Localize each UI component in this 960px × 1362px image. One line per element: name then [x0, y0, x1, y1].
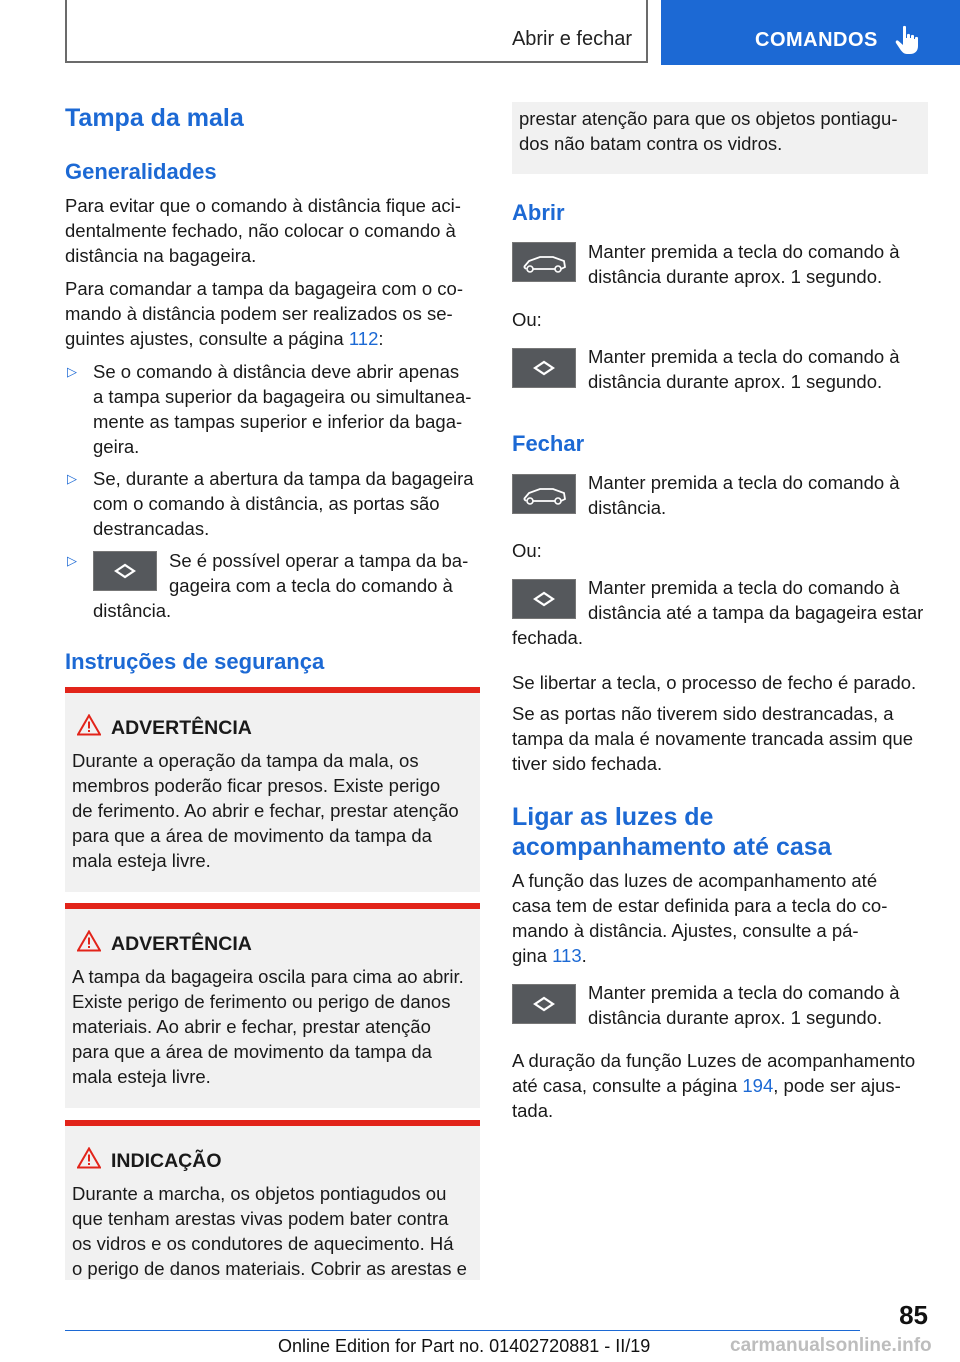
footer-watermark: carmanualsonline.info — [730, 1335, 932, 1356]
close-heading: Fechar — [512, 431, 585, 456]
diamond-key-icon — [512, 579, 576, 619]
bullet-marker: ▷ — [67, 471, 77, 486]
hand-pointer-icon — [895, 25, 921, 55]
page-number: 85 — [899, 1300, 928, 1330]
footer-edition: Online Edition for Part no. 01402720881 - II/19 — [278, 1336, 651, 1356]
warning-triangle-icon — [77, 1147, 101, 1169]
footer-divider — [65, 1330, 860, 1331]
warning-triangle-icon — [77, 930, 101, 952]
header-section-title: Abrir e fechar — [511, 28, 632, 50]
header-chapter-tab — [661, 0, 960, 65]
page-link-194[interactable]: 194 — [742, 1075, 774, 1096]
page-link-113[interactable]: 113 — [552, 945, 582, 966]
close-instruction-2: Manter premida a tecla do comando à distância até a tampa da bagageira estar — [588, 577, 924, 623]
note-box — [65, 1120, 480, 1280]
note-title: INDICAÇÃO — [111, 1150, 222, 1172]
warning-title: ADVERTÊNCIA — [111, 933, 252, 955]
car-trunk-key-icon — [512, 474, 576, 514]
diamond-key-icon — [512, 984, 576, 1024]
general-heading: Generalidades — [65, 159, 217, 184]
page-link-112[interactable]: 112 — [348, 328, 379, 349]
lights-press-instruction: Manter premida a tecla do comando à distância durante aprox. 1 segundo. — [588, 982, 900, 1028]
release-text: Se libertar a tecla, o processo de fecho é parado. — [512, 672, 917, 693]
close-instruction-2-tail: fechada. — [512, 627, 583, 648]
or-label: Ou: — [512, 309, 542, 330]
or-label: Ou: — [512, 540, 542, 561]
relock-text: Se as portas não tiverem sido destrancadas, a tampa da mala é novamente trancada assim que tiver sido fechada. — [512, 703, 914, 774]
note-continuation-box: prestar atenção para que os objetos pontiagu- dos não batam contra os vidros. — [512, 102, 928, 174]
warning-triangle-icon — [77, 714, 101, 736]
intro-paragraph-1: Para evitar que o comando à distância fique aci- dentalmente fechado, não colocar o comando à distância na bagageira. — [65, 195, 461, 266]
warning-box-2 — [65, 903, 480, 1108]
close-instruction-1: Manter premida a tecla do comando à distância. — [588, 472, 900, 518]
header-frame — [65, 0, 648, 63]
warning-body: A tampa da bagageira oscila para cima ao abrir. Existe perigo de ferimento ou perigo de danos materiais. Ao abrir e fechar, prestar atenção para que a área de movimento da tampa da mala esteja livre. — [72, 966, 464, 1087]
duration-text: A duração da função Luzes de acompanhamento até casa, consulte a página 194, pode ser ajus- tada. — [512, 1050, 916, 1121]
bullet-item-1: Se o comando à distância deve abrir apenas a tampa superior da bagageira ou simultanea- mente as tampas superior e inferior da baga- geira. — [93, 361, 472, 457]
safety-heading: Instruções de segurança — [65, 649, 325, 674]
bullet-item-2: Se, durante a abertura da tampa da bagageira com o comando à distância, as portas são destrancadas. — [93, 468, 474, 539]
open-instruction-2: Manter premida a tecla do comando à distância durante aprox. 1 segundo. — [588, 346, 900, 392]
header-chapter-label: COMANDOS — [755, 29, 878, 51]
diamond-key-icon — [93, 551, 157, 591]
warning-body: Durante a operação da tampa da mala, os membros poderão ficar presos. Existe perigo de ferimento. Ao abrir e fechar, prestar atenção para que a área de movimento da tampa da mala esteja livre. — [72, 750, 459, 871]
bullet-marker: ▷ — [67, 364, 77, 379]
page-title: Tampa da mala — [65, 104, 244, 132]
bullet-marker: ▷ — [67, 553, 77, 568]
car-trunk-key-icon — [512, 242, 576, 282]
lights-heading: Ligar as luzes de acompanhamento até casa — [512, 803, 832, 861]
lights-text: A função das luzes de acompanhamento até casa tem de estar definida para a tecla do co- mando à distância. Ajustes, consulte a pá- gina 113. — [512, 870, 888, 966]
open-heading: Abrir — [512, 200, 565, 225]
bullet-item-3-text: Se é possível operar a tampa da ba- gageira com a tecla do comando à — [169, 550, 469, 596]
bullet-item-3-tail: distância. — [93, 600, 172, 621]
diamond-key-icon — [512, 348, 576, 388]
note-body: Durante a marcha, os objetos pontiagudos ou que tenham arestas vivas podem bater contra os vidros e os condutores de aquecimento. Há o perigo de danos materiais. Cobrir as arestas e — [72, 1183, 467, 1279]
warning-title: ADVERTÊNCIA — [111, 717, 252, 739]
open-instruction-1: Manter premida a tecla do comando à distância durante aprox. 1 segundo. — [588, 241, 900, 287]
intro-paragraph-2: Para comandar a tampa da bagageira com o co- mando à distância podem ser realizados os se- guintes ajustes, consulte a página 112: — [65, 278, 463, 349]
warning-box-1 — [65, 687, 480, 892]
